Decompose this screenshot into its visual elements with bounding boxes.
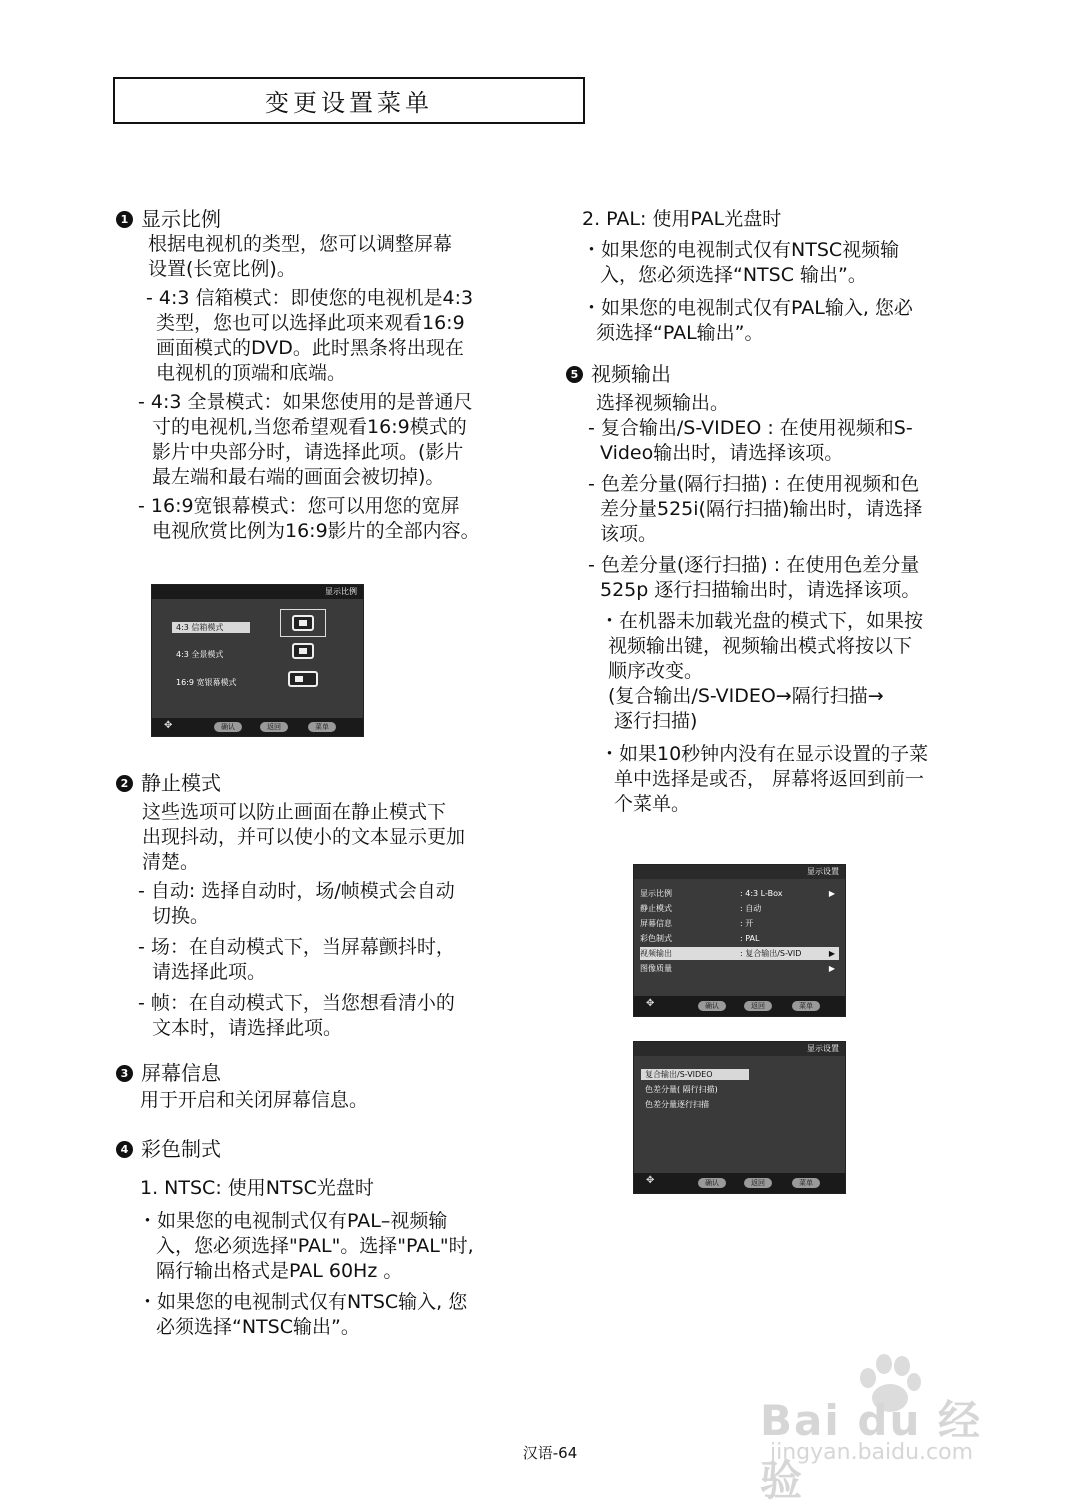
menu-row[interactable] [640,887,839,900]
section-screen-info [116,1061,556,1086]
arrow-right-icon: ▶ [828,889,835,898]
screen-button-bar [634,1173,845,1193]
menu-row[interactable] [640,962,839,975]
list-item: 影片中央部分时，请选择此项。(影片 [152,441,464,463]
list-item: - 4:3 全景模式：如果您使用的是普通尺 [138,391,473,413]
list-item: 画面模式的DVD。此时黑条将出现在 [156,337,464,359]
dpad-icon: ✥ [164,720,173,731]
video-output-screen [633,1041,846,1194]
option-widescreen[interactable]: 16:9 宽银幕模式 [176,678,237,687]
tv-widescreen-icon [288,671,318,687]
list-item: 该项。 [600,523,658,545]
list-item: 切换。 [152,905,210,927]
right-column [566,207,996,817]
option-interlaced[interactable]: 色差分量( 隔行扫描) [645,1085,718,1094]
section-heading: 彩色制式 [141,1137,221,1161]
list-item: 文本时，请选择此项。 [152,1017,343,1039]
sub-heading: 2. PAL: 使用PAL光盘时 [582,208,782,230]
baidu-watermark [760,1350,1010,1505]
note-item: 逐行扫描) [614,710,698,732]
row-value: : 4:3 L-Box [740,889,783,898]
list-item: - 16:9宽银幕模式：您可以用您的宽屏 [138,495,460,517]
section-number: 4 [116,1141,133,1158]
screen-button-bar [634,996,845,1016]
section-still-mode [116,771,556,796]
list-item: 最左端和最右端的画面会被切掉)。 [152,466,445,488]
section-display-ratio [116,207,556,232]
row-label: 静止模式 [640,904,672,913]
text-line: 出现抖动，并可以使小的文本显示更加 [142,826,466,848]
menu-row[interactable] [640,902,839,915]
list-item: - 色差分量(隔行扫描) : 在使用视频和色 [588,473,920,495]
menu-row-selected[interactable] [640,947,839,960]
menu-row[interactable] [640,932,839,945]
dpad-icon: ✥ [646,1175,655,1186]
row-label: 彩色制式 [640,934,672,943]
list-item: ・如果您的电视制式仅有NTSC输入, 您 [138,1291,468,1313]
list-item: - 复合输出/S-VIDEO : 在使用视频和S- [588,417,913,439]
row-label: 图像质量 [640,964,672,973]
section-number: 1 [116,211,133,228]
sub-heading: 1. NTSC: 使用NTSC光盘时 [140,1177,374,1199]
return-button[interactable]: 返回 [260,722,288,732]
list-item: 入，您必须选择“NTSC 输出”。 [600,264,867,286]
page-number: 汉语-64 [522,1444,578,1462]
screen-title: 显示设置 [634,1042,845,1056]
row-label: 屏幕信息 [640,919,672,928]
list-item: 525p 逐行扫描输出时，请选择该项。 [600,579,921,601]
list-item: - 4:3 信箱模式：即使您的电视机是4:3 [146,287,474,309]
left-column-lower [116,771,556,1340]
row-label: 视频输出 [640,949,672,958]
section-heading: 静止模式 [141,771,221,795]
note-item: 顺序改变。 [608,660,704,682]
confirm-button[interactable]: 确认 [698,1178,726,1188]
dpad-icon: ✥ [646,998,655,1009]
text-line: 选择视频输出。 [596,392,730,414]
option-progressive[interactable]: 色差分量逐行扫描 [645,1100,709,1109]
note-item: ・如果10秒钟内没有在显示设置的子菜 [600,743,929,765]
menu-button[interactable]: 菜单 [792,1178,820,1188]
option-composite[interactable]: 复合输出/S-VIDEO [641,1069,749,1080]
list-item: 入，您必须选择"PAL"。选择"PAL"时, [156,1235,474,1257]
section-number: 5 [566,366,583,383]
text-line: 这些选项可以防止画面在静止模式下 [142,801,447,823]
tv-panscan-icon [292,643,314,659]
list-item: 电视欣赏比例为16:9影片的全部内容。 [152,520,480,542]
list-item: 须选择“PAL输出”。 [596,322,764,344]
note-item: 视频输出键，视频输出模式将按以下 [608,635,913,657]
list-item: 寸的电视机,当您希望观看16:9模式的 [152,416,467,438]
note-item: (复合输出/S-VIDEO→隔行扫描→ [608,685,884,707]
list-item: Video输出时，请选择该项。 [600,442,844,464]
confirm-button[interactable]: 确认 [214,722,242,732]
list-item: ・如果您的电视制式仅有PAL–视频输 [138,1210,448,1232]
section-video-output [566,362,996,387]
list-item: 类型，您也可以选择此项来观看16:9 [156,312,465,334]
watermark-brand: Bai du 经验 [760,1396,982,1505]
list-item: 电视机的顶端和底端。 [156,362,347,384]
section-number: 2 [116,775,133,792]
tv-letterbox-icon [292,615,314,631]
row-value: : 复合输出/S-VID [740,949,802,958]
text-line: 根据电视机的类型，您可以调整屏幕 [148,233,453,255]
row-value: : 开 [740,919,754,928]
menu-row[interactable] [640,917,839,930]
list-item: 差分量525i(隔行扫描)输出时，请选择 [600,498,923,520]
list-item: - 场：在自动模式下，当屏幕颤抖时， [138,936,455,958]
screen-title: 显示比例 [152,585,363,599]
text-line: 设置(长宽比例)。 [148,258,296,280]
list-item: 隔行输出格式是PAL 60Hz 。 [156,1260,403,1282]
list-item: ・如果您的电视制式仅有NTSC视频输 [582,239,900,261]
screen-button-bar [152,718,363,736]
section-heading: 显示比例 [141,207,221,231]
section-color-system [116,1137,556,1162]
menu-button[interactable]: 菜单 [308,722,336,732]
list-item: - 帧：在自动模式下，当您想看清小的 [138,992,455,1014]
list-item: 请选择此项。 [152,961,267,983]
option-letterbox[interactable]: 4:3 信箱模式 [172,622,250,633]
watermark-url: jingyan.baidu.com [770,1440,974,1465]
arrow-right-icon: ▶ [828,964,835,973]
section-heading: 视频输出 [591,362,671,386]
screen-title: 显示设置 [634,865,845,879]
note-item: ・在机器未加载光盘的模式下，如果按 [600,610,924,632]
list-item: ・如果您的电视制式仅有PAL输入, 您必 [582,297,913,319]
section-heading: 屏幕信息 [141,1061,221,1085]
list-item: - 自动: 选择自动时，场/帧模式会自动 [138,880,455,902]
menu-button[interactable]: 菜单 [792,1001,820,1011]
list-item: - 色差分量(逐行扫描) : 在使用色差分量 [588,554,920,576]
option-panscan[interactable]: 4:3 全景模式 [176,650,224,659]
display-ratio-screen [151,584,364,737]
arrow-right-icon: ▶ [828,949,835,958]
section-number: 3 [116,1065,133,1082]
row-label: 显示比例 [640,889,672,898]
return-button[interactable]: 返回 [744,1178,772,1188]
note-item: 个菜单。 [614,793,691,815]
confirm-button[interactable]: 确认 [698,1001,726,1011]
text-line: 用于开启和关闭屏幕信息。 [140,1089,369,1111]
display-settings-screen [633,864,846,1017]
row-value: : PAL [740,934,760,943]
row-value: : 自动 [740,904,762,913]
page-title: 变更设置菜单 [113,77,585,124]
return-button[interactable]: 返回 [744,1001,772,1011]
list-item: 必须选择“NTSC输出”。 [156,1316,360,1338]
text-line: 清楚。 [142,851,200,873]
left-column [116,207,556,544]
note-item: 单中选择是或否， 屏幕将返回到前一 [614,768,925,790]
